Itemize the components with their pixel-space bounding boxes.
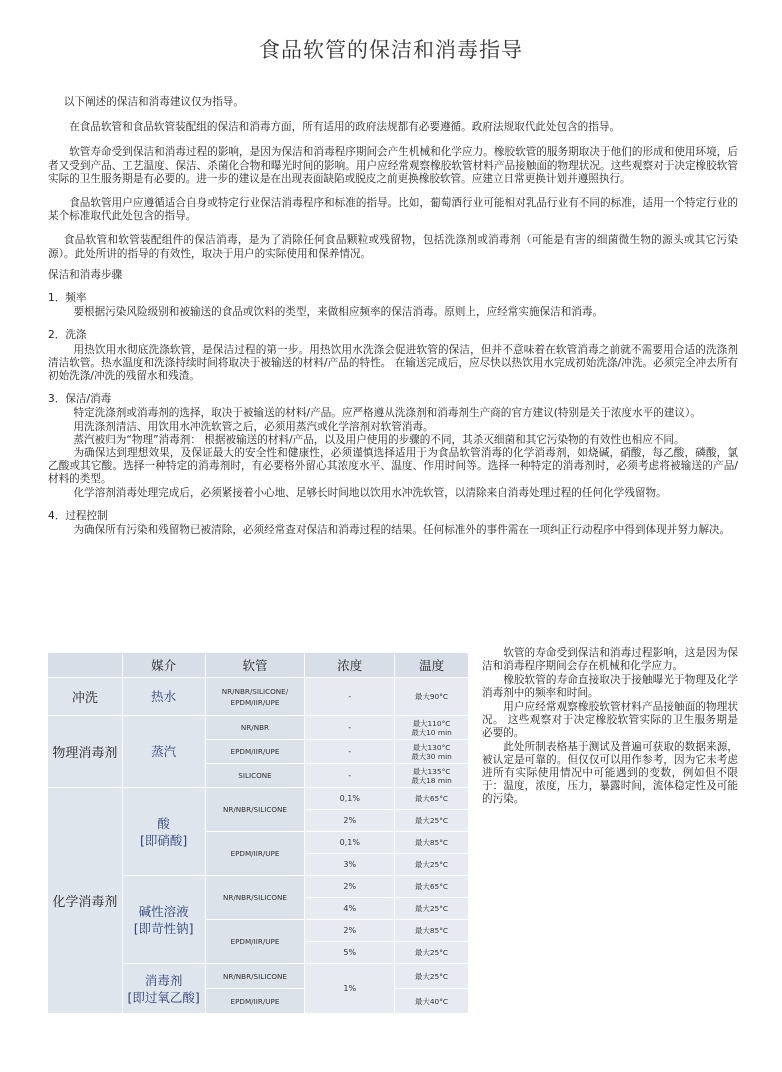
medium-acid-name: 酸 xyxy=(157,815,170,831)
side-note-1: 软管的寿命受到保洁和消毒过程影响，这是因为保洁和消毒程序期间会存在机械和化学应力。 xyxy=(482,647,738,672)
table-row xyxy=(48,716,469,740)
temperature-line: 最大130°C xyxy=(412,742,451,752)
section-3-body-5: 化学溶剂消毒处理完成后，必须紧接着小心地、足够长时间地以饮用水冲洗软管，以清除来自消毒处理过程的任何化学残留物。 xyxy=(73,486,667,499)
concentration-cell: 0,1% xyxy=(305,832,395,854)
medium-disinfectant xyxy=(122,964,205,1014)
temperature-cell: 最大65°C xyxy=(395,876,469,898)
concentration-cell: 0,1% xyxy=(305,788,395,810)
category-rinse: 冲洗 xyxy=(48,678,123,716)
paragraph-purpose: 食品软管和软管装配组件的保洁消毒，是为了消除任何食品颗粒或残留物，包括洗涤剂或消毒剂（可能是有害的细菌微生物的源头或其它污染源）。此处所讲的指导的有效性，取决于用户的实际使用和保养情况。 xyxy=(48,234,738,260)
medium-disinfectant-name: 消毒剂 xyxy=(144,972,183,988)
side-notes xyxy=(482,647,738,807)
temperature-cell: 最大90°C xyxy=(395,678,469,716)
side-note-3: 用户应经常观察橡胶软管材料产品接触面的物理状况。 这些观察对于决定橡胶软管实际的卫生服务期是必要的。 xyxy=(482,701,738,739)
medium-disinfectant-example: [即过氧乙酸] xyxy=(127,989,200,1005)
hose-cell: EPDM/IIR/UPE xyxy=(205,920,305,964)
paragraph-hose-life: 软管寿命受到保洁和消毒过程的影响，是因为保洁和消毒程序期间会产生机械和化学应力。橡胶软管的服务期取决于他们的形成和使用环境，后者又受到产品、工艺温度、保洁、杀菌化合物和曝光时间的影响。用户应经常观察橡胶软管材料产品接触面的物理状况。这些观察对于决定橡胶软管实际的卫生服务期是有必要的。进一步的建议是在出现表面缺陷或脱皮之前更换橡胶软管。应建立日常更换计划并遵照执行。 xyxy=(48,146,738,185)
category-chemical: 化学消毒剂 xyxy=(48,788,123,1014)
temperature-cell xyxy=(395,764,469,788)
table-header-row xyxy=(48,653,469,678)
temperature-cell: 最大25°C xyxy=(395,898,469,920)
medium-acid-example: [即硝酸] xyxy=(140,832,188,848)
table-row xyxy=(48,788,469,810)
steps-heading: 保洁和消毒步骤 xyxy=(48,268,123,281)
temperature-cell: 最大25°C xyxy=(395,942,469,964)
disinfection-table xyxy=(47,652,469,1014)
hose-cell: EPDM/IIR/UPE xyxy=(205,740,305,764)
table-header-empty xyxy=(48,653,123,678)
concentration-cell: - xyxy=(305,764,395,788)
section-3-title: 3．保洁/消毒 xyxy=(48,393,112,406)
hose-cell: NR/NBR/SILICONE xyxy=(205,788,305,832)
table-header-temperature: 温度 xyxy=(395,653,469,678)
medium-hot-water: 热水 xyxy=(122,678,205,716)
section-3-body-1: 特定洗涤剂或消毒剂的选择，取决于被输送的材料/产品。应严格遵从洗涤剂和消毒剂生产商的官方建议(特别是关于浓度水平的建议）。 xyxy=(73,407,701,420)
table-header-medium: 媒介 xyxy=(122,653,205,678)
medium-alkali-example: [即苛性钠] xyxy=(133,920,194,936)
document-body xyxy=(48,96,738,537)
concentration-cell: - xyxy=(305,678,395,716)
temperature-line: 最大110°C xyxy=(412,718,451,728)
page-title: 食品软管的保洁和消毒指导 xyxy=(259,38,523,62)
medium-acid xyxy=(122,788,205,876)
hose-cell: SILICONE xyxy=(205,764,305,788)
hose-cell: EPDM/IIR/UPE xyxy=(205,832,305,876)
category-physical: 物理消毒剂 xyxy=(48,716,123,788)
temperature-line: 最大135°C xyxy=(412,766,451,776)
concentration-cell: - xyxy=(305,740,395,764)
paragraph-intro: 以下阐述的保洁和消毒建议仅为指导。 xyxy=(63,96,244,108)
temperature-cell: 最大85°C xyxy=(395,832,469,854)
section-4-body: 为确保所有污染和残留物已被清除，必须经常查对保洁和消毒过程的结果。任何标准外的事件需在一项纠正行动程序中得到体现并努力解决。 xyxy=(73,524,731,537)
section-3-body-4: 为确保达到理想效果，及保证最大的安全性和健康性，必须谨慎选择适用于为食品软管消毒的化学消毒剂，如烧碱，硝酸，每乙酸，磷酸，氯乙酸或其它酸。选择一种特定的消毒剂时，有必要格外留心其浓度水平、温度、作用时间等。选择一种特定的消毒剂时，必须考虑将被输送的产品/材料的类型。 xyxy=(48,447,738,486)
table-header-concentration: 浓度 xyxy=(305,653,395,678)
temperature-cell: 最大40°C xyxy=(395,989,469,1014)
section-1-title: 1．频率 xyxy=(48,292,87,305)
temperature-cell: 最大65°C xyxy=(395,788,469,810)
table-row xyxy=(48,678,469,716)
concentration-cell: 4% xyxy=(305,898,395,920)
side-note-2: 橡胶软管的寿命直接取决于接触曝光于物理及化学消毒剂中的频率和时间。 xyxy=(482,674,738,699)
concentration-cell: 1% xyxy=(305,964,395,1014)
side-note-4: 此处所制表格基于测试及普遍可获取的数据来源，被认定是可靠的。但仅仅可以用作参考，因为它未考虑进所有实际使用情况中可能遇到的变数，例如但不限于：温度，浓度，压力，暴露时间，流体稳定性及可能的污染。 xyxy=(482,741,738,805)
temperature-cell xyxy=(395,740,469,764)
hose-cell: NR/NBR/SILICONE xyxy=(205,964,305,989)
temperature-cell: 最大25°C xyxy=(395,964,469,989)
hose-cell: EPDM/IIR/UPE xyxy=(205,989,305,1014)
paragraph-industry: 食品软管用户应遵循适合自身或特定行业保洁消毒程序和标准的指导。比如，葡萄酒行业可能相对乳品行业有不同的标准，适用一个特定行业的某个标准取代此处包含的指导。 xyxy=(48,197,738,223)
temperature-cell xyxy=(395,716,469,740)
hose-cell: NR/NBR xyxy=(205,716,305,740)
medium-steam: 蒸汽 xyxy=(122,716,205,788)
section-4-title: 4．过程控制 xyxy=(48,509,108,522)
section-2-title: 2．洗涤 xyxy=(48,329,87,342)
section-1-body: 要根据污染风险级别和被输送的食品或饮料的类型，来做相应频率的保洁消毒。原则上，应经常实施保洁和消毒。 xyxy=(73,306,604,319)
duration-line: 最大10 min xyxy=(411,727,452,737)
concentration-cell: - xyxy=(305,716,395,740)
duration-line: 最大30 min xyxy=(411,751,452,761)
hose-cell: NR/NBR/SILICONE xyxy=(205,876,305,920)
section-3-body-2: 用洗涤剂清洁、用饮用水冲洗软管之后，必须用蒸汽或化学溶剂对软管消毒。 xyxy=(73,420,434,433)
temperature-cell: 最大25°C xyxy=(395,810,469,832)
table-header-hose: 软管 xyxy=(205,653,305,678)
concentration-cell: 2% xyxy=(305,876,395,898)
concentration-cell: 5% xyxy=(305,942,395,964)
concentration-cell: 2% xyxy=(305,810,395,832)
concentration-cell: 2% xyxy=(305,920,395,942)
paragraph-regulations: 在食品软管和食品软管装配组的保洁和消毒方面，所有适用的政府法规都有必要遵循。政府法规取代此处包含的指导。 xyxy=(69,121,621,134)
hose-cell: NR/NBR/SILICONE/ EPDM/IIR/UPE xyxy=(205,678,305,716)
concentration-cell: 3% xyxy=(305,854,395,876)
medium-alkali xyxy=(122,876,205,964)
medium-alkali-name: 碱性溶液 xyxy=(138,903,189,919)
temperature-cell: 最大25°C xyxy=(395,854,469,876)
section-2-body: 用热饮用水彻底洗涤软管，是保洁过程的第一步。用热饮用水洗涤会促进软管的保洁，但并不意味着在软管消毒之前就不需要用合适的洗涤剂清洁软管。热水温度和洗涤持续时间将取决于被输送的材料/产品的特性。 在输送完成后，应尽快以热饮用水完成初始洗涤/冲洗。必须完全冲去所有初始洗涤/冲洗的残留水和残渣。 xyxy=(48,343,738,383)
section-3-body-3: 蒸汽被归为“物理”消毒剂： 根据被输送的材料/产品，以及用户使用的步骤的不同，其杀灭细菌和其它污染物的有效性也相应不同。 xyxy=(73,433,685,446)
duration-line: 最大18 min xyxy=(411,775,452,785)
temperature-cell: 最大85°C xyxy=(395,920,469,942)
